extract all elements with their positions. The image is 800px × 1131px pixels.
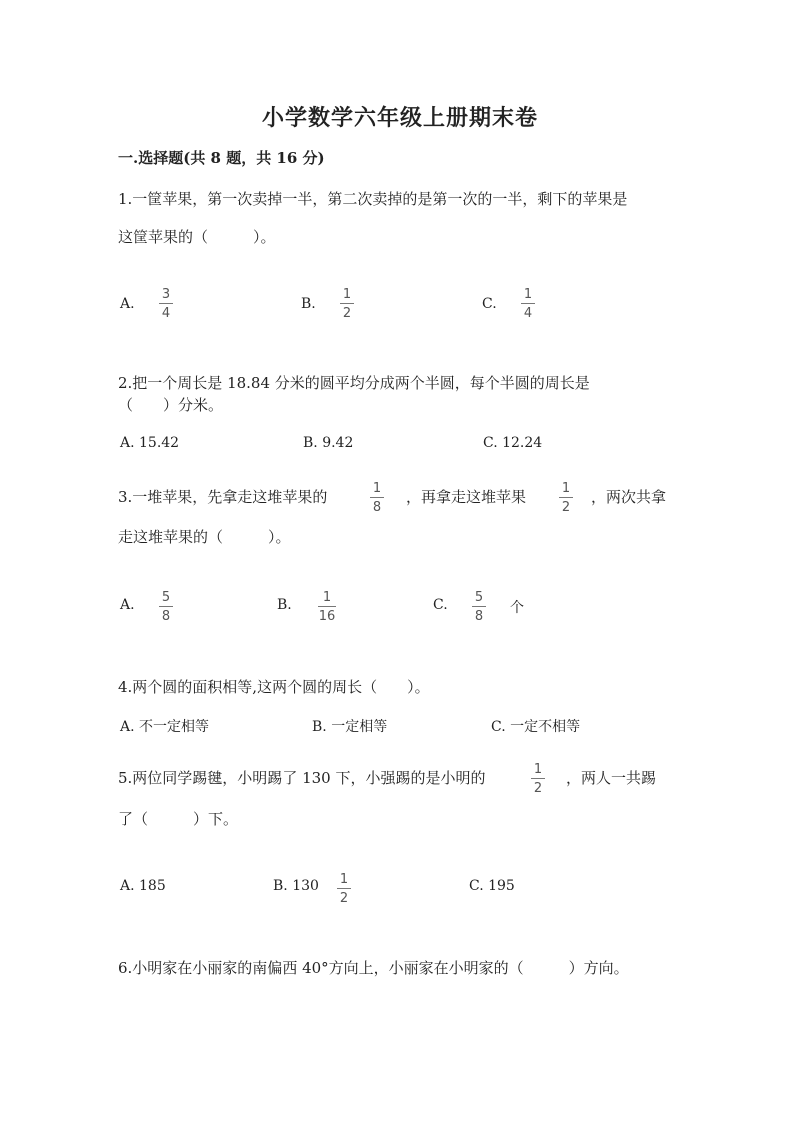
fraction-denominator: 16	[318, 609, 336, 624]
fraction-bar	[531, 778, 545, 779]
question-1-option-a-label: A.	[120, 296, 135, 312]
fraction-denominator: 4	[523, 306, 533, 321]
fraction-bar	[559, 497, 573, 498]
fraction-numerator: 1	[533, 762, 543, 777]
question-4-option-b: B. 一定相等	[312, 719, 388, 735]
fraction-bar	[370, 497, 384, 498]
fraction-bar	[337, 888, 351, 889]
question-2-line-1: 2.把一个周长是 18.84 分米的圆平均分成两个半圆，每个半圆的周长是	[118, 374, 590, 392]
fraction-denominator: 4	[161, 306, 171, 321]
question-1-option-a-fraction	[159, 287, 173, 321]
question-5-fraction-1	[531, 762, 545, 796]
section-heading: 一.选择题(共 8 题，共 16 分)	[118, 149, 325, 167]
question-5-option-b-label: B. 130	[273, 878, 319, 894]
question-2-option-b: B. 9.42	[303, 435, 354, 451]
fraction-numerator: 5	[474, 590, 484, 605]
fraction-bar	[521, 303, 535, 304]
question-4-option-a: A. 不一定相等	[120, 719, 210, 735]
question-3-option-a-fraction	[159, 590, 173, 624]
question-5-line-2: 了（ ）下。	[118, 810, 239, 828]
question-3-line-1-part-1: 3.一堆苹果，先拿走这堆苹果的	[118, 488, 328, 506]
fraction-bar	[318, 606, 336, 607]
question-3-option-b-fraction	[318, 590, 336, 624]
fraction-numerator: 3	[161, 287, 171, 302]
question-2-line-2: （ ）分米。	[118, 396, 224, 414]
question-2-option-a: A. 15.42	[120, 435, 180, 451]
fraction-denominator: 2	[561, 500, 571, 515]
question-3-option-a-label: A.	[120, 597, 135, 613]
question-3-option-b-label: B.	[277, 597, 292, 613]
question-5-option-b-fraction	[337, 872, 351, 906]
question-1-option-b-label: B.	[301, 296, 316, 312]
question-5-option-a: A. 185	[120, 878, 166, 894]
question-3-option-c-label: C.	[433, 597, 448, 613]
question-3-line-1-part-3: ，两次共拿	[591, 488, 667, 506]
question-3-line-2: 走这堆苹果的（ ）。	[118, 528, 291, 546]
question-1-option-c-label: C.	[482, 296, 497, 312]
fraction-numerator: 1	[322, 590, 332, 605]
fraction-bar	[472, 606, 486, 607]
question-3-fraction-1	[370, 481, 384, 515]
question-5-option-c: C. 195	[469, 878, 515, 894]
page-title: 小学数学六年级上册期末卷	[261, 105, 538, 131]
question-1-line-1: 1.一筐苹果，第一次卖掉一半，第二次卖掉的是第一次的一半，剩下的苹果是	[118, 190, 628, 208]
fraction-bar	[159, 606, 173, 607]
question-4-option-c: C. 一定不相等	[491, 719, 581, 735]
question-1-option-b-fraction	[340, 287, 354, 321]
question-5-line-1-part-1: 5.两位同学踢毽，小明踢了 130 下，小强踢的是小明的	[118, 769, 486, 787]
question-3-line-1-part-2: ，再拿走这堆苹果	[406, 488, 527, 506]
fraction-denominator: 2	[342, 306, 352, 321]
question-5-line-1-part-2: ，两人一共踢	[566, 769, 657, 787]
fraction-numerator: 1	[339, 872, 349, 887]
fraction-denominator: 8	[474, 609, 484, 624]
question-1-line-2: 这筐苹果的（ ）。	[118, 228, 276, 246]
question-4-line-1: 4.两个圆的面积相等,这两个圆的周长（ ）。	[118, 678, 430, 696]
fraction-denominator: 2	[533, 781, 543, 796]
question-2-option-c: C. 12.24	[483, 435, 543, 451]
fraction-bar	[340, 303, 354, 304]
question-3-option-c-fraction	[472, 590, 486, 624]
fraction-numerator: 1	[372, 481, 382, 496]
question-6-line-1: 6.小明家在小丽家的南偏西 40°方向上，小丽家在小明家的（ ）方向。	[118, 959, 629, 977]
fraction-numerator: 5	[161, 590, 171, 605]
question-1-option-c-fraction	[521, 287, 535, 321]
fraction-numerator: 1	[523, 287, 533, 302]
question-3-option-c-suffix: 个	[510, 600, 524, 616]
fraction-numerator: 1	[342, 287, 352, 302]
fraction-denominator: 2	[339, 891, 349, 906]
fraction-bar	[159, 303, 173, 304]
fraction-numerator: 1	[561, 481, 571, 496]
fraction-denominator: 8	[372, 500, 382, 515]
question-3-fraction-2	[559, 481, 573, 515]
fraction-denominator: 8	[161, 609, 171, 624]
